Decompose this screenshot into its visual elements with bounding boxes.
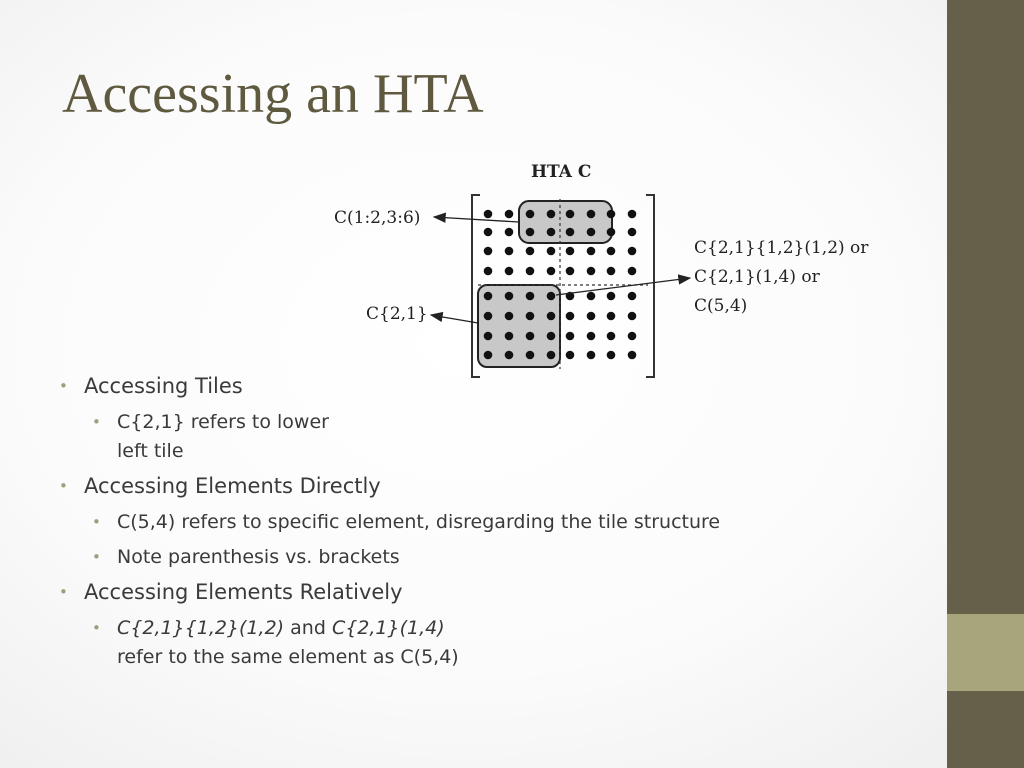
matrix-element-dot [526, 332, 535, 341]
label-relative-1: C{2,1}{1,2}(1,2) or [694, 238, 869, 258]
matrix-element-dot [628, 332, 637, 341]
hta-diagram [330, 155, 890, 385]
matrix-element-dot [505, 228, 514, 237]
sidebar-accent-decoration [947, 614, 1024, 691]
hta-diagram-svg [330, 155, 890, 385]
matrix-element-dot [566, 247, 575, 256]
matrix-element-dot [607, 351, 616, 360]
matrix-element-dot [566, 332, 575, 341]
matrix-element-dot [505, 351, 514, 360]
matrix-element-dot [547, 210, 556, 219]
matrix-element-dot [547, 312, 556, 321]
matrix-element-dot [526, 351, 535, 360]
arrow-tile-range [434, 217, 519, 222]
sub-bullet-parenthesis-note [56, 543, 936, 572]
matrix-element-dot [547, 247, 556, 256]
label-tile-range: C(1:2,3:6) [334, 208, 421, 228]
matrix-element-dot [566, 312, 575, 321]
bullet-accessing-tiles [56, 372, 936, 400]
arrow-relative [556, 278, 690, 295]
matrix-element-dot [484, 228, 493, 237]
matrix-element-dot [526, 210, 535, 219]
sub-bullet-specific-element [56, 508, 936, 537]
bullet-dot: • [59, 377, 68, 395]
bullet-text: Accessing Tiles [84, 374, 243, 398]
bullet-text-continued: left tile [117, 440, 184, 462]
label-relative-3: C(5,4) [694, 296, 748, 316]
matrix-element-dot [484, 267, 493, 276]
slide-title: Accessing an HTA [62, 63, 484, 125]
matrix-element-dot [505, 332, 514, 341]
matrix-element-dot [607, 210, 616, 219]
bullet-dot: • [92, 619, 101, 637]
label-tile: C{2,1} [366, 304, 428, 324]
matrix-element-dot [547, 292, 556, 301]
matrix-element-dot [587, 292, 596, 301]
matrix-element-dot [526, 267, 535, 276]
diagram-title: HTA C [531, 162, 592, 182]
matrix-element-dot [628, 351, 637, 360]
bullet-list [56, 372, 936, 678]
matrix-element-dot [587, 312, 596, 321]
matrix-element-dot [607, 292, 616, 301]
code-relative-1: C{2,1}{1,2}(1,2) [117, 617, 285, 639]
sub-bullet-lower-left-tile [56, 408, 936, 466]
matrix-element-dot [628, 228, 637, 237]
matrix-element-dot [484, 247, 493, 256]
matrix-element-dot [587, 332, 596, 341]
matrix-element-dot [547, 351, 556, 360]
matrix-element-dot [607, 312, 616, 321]
bullet-accessing-relatively [56, 578, 936, 606]
matrix-element-dot [628, 267, 637, 276]
bullet-text: Note parenthesis vs. brackets [117, 546, 400, 568]
bullet-text: C{2,1} refers to lower [117, 411, 329, 433]
arrow-tile [431, 315, 478, 323]
matrix-element-dot [505, 210, 514, 219]
matrix-element-dot [607, 247, 616, 256]
bullet-dot: • [92, 413, 101, 431]
matrix-element-dot [607, 228, 616, 237]
code-relative-2: C{2,1}(1,4) [331, 617, 445, 639]
conjunction: and [290, 617, 326, 639]
bullet-dot: • [92, 513, 101, 531]
bullet-text [117, 614, 936, 643]
matrix-element-dot [505, 267, 514, 276]
bullet-text: Accessing Elements Relatively [84, 580, 403, 604]
sub-bullet-same-element [56, 614, 936, 672]
matrix-element-dot [484, 332, 493, 341]
matrix-element-dot [526, 247, 535, 256]
matrix-element-dot [484, 210, 493, 219]
matrix-element-dot [566, 210, 575, 219]
matrix-element-dot [526, 312, 535, 321]
matrix-element-dot [526, 292, 535, 301]
matrix-element-dot [484, 292, 493, 301]
matrix-element-dot [587, 210, 596, 219]
matrix-element-dot [505, 312, 514, 321]
bullet-text: C(5,4) refers to specific element, disregarding the tile structure [117, 511, 721, 533]
matrix-element-dot [587, 247, 596, 256]
bullet-dot: • [92, 548, 101, 566]
matrix-element-dot [547, 332, 556, 341]
bullet-dot: • [59, 477, 68, 495]
matrix-element-dot [484, 351, 493, 360]
matrix-element-dot [587, 267, 596, 276]
matrix-element-dot [628, 312, 637, 321]
matrix-element-dot [566, 351, 575, 360]
matrix-element-dot [628, 210, 637, 219]
matrix-element-dot [547, 267, 556, 276]
bullet-text-continued: refer to the same element as C(5,4) [117, 646, 459, 668]
matrix-element-dot [526, 228, 535, 237]
matrix-element-dot [547, 228, 556, 237]
matrix-element-dot [505, 247, 514, 256]
label-relative-2: C{2,1}(1,4) or [694, 267, 820, 287]
matrix-element-dot [607, 332, 616, 341]
matrix-element-dot [628, 247, 637, 256]
bullet-accessing-directly [56, 472, 936, 500]
matrix-element-dot [484, 312, 493, 321]
matrix-element-dot [566, 228, 575, 237]
matrix-element-dot [566, 267, 575, 276]
upper-tile-highlight [519, 201, 612, 243]
matrix-element-dot [587, 351, 596, 360]
matrix-element-dot [628, 292, 637, 301]
bullet-dot: • [59, 583, 68, 601]
right-bracket [646, 195, 654, 377]
bullet-text: Accessing Elements Directly [84, 474, 381, 498]
matrix-element-dot [587, 228, 596, 237]
matrix-element-dot [505, 292, 514, 301]
matrix-element-dot [607, 267, 616, 276]
